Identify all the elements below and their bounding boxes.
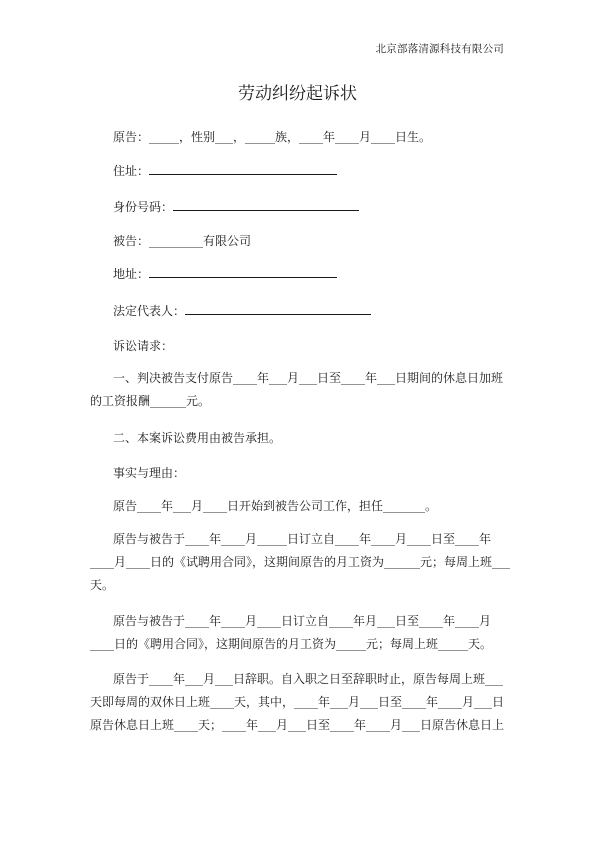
legal-rep-blank [185,313,371,315]
address-label: 住址： [113,164,150,178]
claims-heading: 诉讼请求： [113,339,174,353]
fact-4 [90,668,508,737]
legal-rep-label: 法定代表人： [113,304,186,318]
claim-2: 二、本案诉讼费用由被告承担。 [113,431,282,445]
claim-1-line: 一、判决被告支付原告____年___月___日至____年___日期间的休息日加班 [113,371,504,385]
defendant-address-line [113,268,337,280]
defendant-line: 被告：_________有限公司 [113,234,252,248]
claim-1 [90,367,508,413]
fact-2 [90,528,511,597]
company-header: 北京部落清源科技有限公司 [375,43,504,55]
defendant-address-blank [149,276,337,278]
fact-4-line: 原告休息日上班____天；____年___月___日至____年____月___日原告休息日上 [90,718,505,732]
fact-2-line: 原告与被告于____年____月_____日订立自____年____月____日至____年 [113,532,492,546]
fact-3 [90,610,508,656]
id-number-label: 身份号码： [113,200,174,214]
address-blank [149,173,337,175]
id-number-blank [173,209,359,211]
facts-heading: 事实与理由： [113,466,186,480]
fact-1: 原告____年___月____日开始到被告公司工作，担任_______。 [113,499,438,513]
legal-rep-line [113,305,371,317]
defendant-address-label: 地址： [113,267,150,281]
claim-1-line: 的工资报酬______元。 [90,394,211,408]
fact-3-line: 原告与被告于____年____月____日订立自____年月___日至____年____月 [113,614,492,628]
fact-2-line: ____月____日的《试聘用合同》，这期间原告的月工资为______元；每周上班___ [90,555,511,569]
fact-3-line: ____日的《聘用合同》，这期间原告的月工资为_____元；每周上班_____天。 [90,637,493,651]
fact-2-line: 天。 [90,578,115,592]
id-number-line [113,201,359,213]
fact-4-line: 原告于____年___月___日辞职。自入职之日至辞职时止，原告每周上班___ [113,672,504,686]
document-title: 劳动纠纷起诉状 [238,84,357,104]
address-line [113,165,337,177]
plaintiff-line: 原告：_____，性别___，_____族，____年____月____日生。 [113,130,432,144]
fact-4-line: 天即每周的双休日上班____天，其中，____年___月___日至____年____月___日 [90,695,505,709]
